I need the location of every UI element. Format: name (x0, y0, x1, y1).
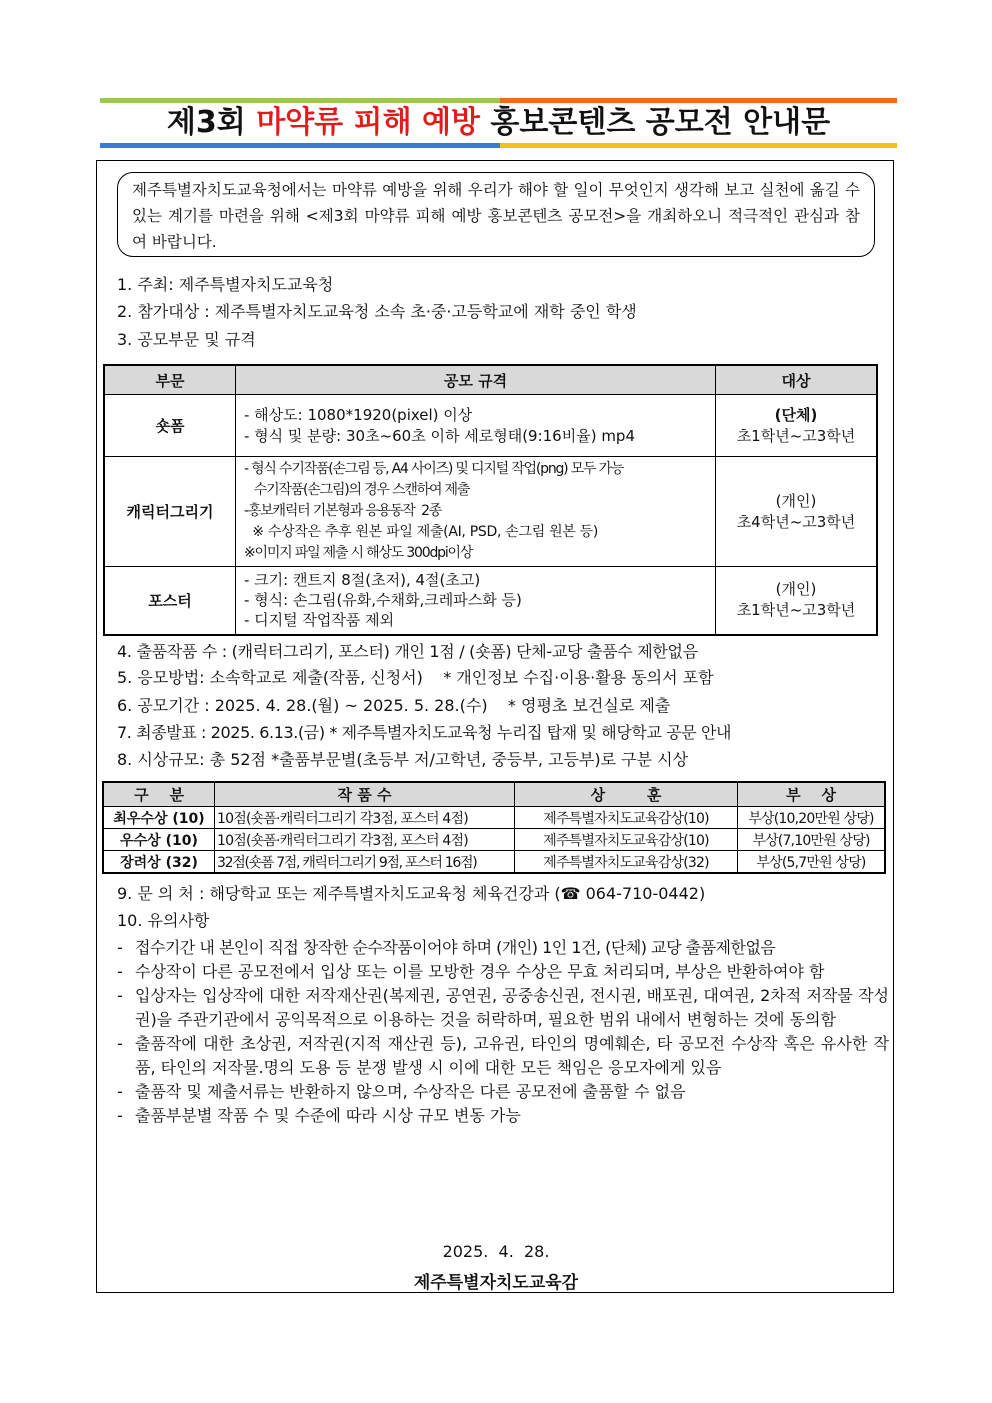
item-host: 1. 주최: 제주특별자치도교육청 (117, 275, 334, 294)
title-suffix: 홍보콘텐츠 공모전 안내문 (479, 105, 831, 140)
notes-list (117, 936, 889, 1128)
table-row (104, 567, 877, 635)
header-spec: 공모 규격 (236, 365, 716, 395)
cell-award: 최우수상 (10) (103, 807, 215, 829)
document-signer: 제주특별자치도교육감 (413, 1273, 579, 1293)
cell-cat: 캐릭터그리기 (104, 457, 236, 567)
note-item: - 입상자는 입상작에 대한 저작재산권(복제권, 공연권, 공중송신권, 전시권, 배포권, 대여권, 2차적 저작물 작성권)을 주관기관에서 공익목적으로 이용하는 것을 허락하며, 필요한 범위 내에서 변형하는 것에 동의함 (117, 986, 889, 1029)
cell-works: 10점(숏폼·캐릭터그리기 각3점, 포스터 4점) (215, 829, 515, 851)
spec-line: ※ 수상작은 추후 원본 파일 제출(AI, PSD, 손그림 원본 등) (244, 524, 599, 540)
title-bar-blue (100, 143, 500, 148)
target-group: (개인) (775, 580, 817, 599)
note-item: - 출품작에 대한 초상권, 저작권(지적 재산권 등), 고유권, 타인의 명예훼손, 타 공모전 수상작 혹은 유사한 작품, 타인의 저작물.명의 도용 등 분쟁 발생 시 이에 대한 모든 책임은 응모자에게 있음 (117, 1034, 889, 1077)
cell-target (716, 457, 878, 567)
spec-line: - 디지털 작업작품 제외 (244, 611, 395, 630)
spec-line: - 형식: 손그림(유화,수채화,크레파스화 등) (244, 591, 522, 610)
header-works: 작 품 수 (215, 782, 515, 807)
title-prefix: 제3회 (166, 105, 257, 140)
cell-spec (236, 395, 716, 457)
spec-line: - 해상도: 1080*1920(pixel) 이상 (244, 405, 473, 424)
page-title (100, 103, 897, 143)
table-row (103, 829, 885, 851)
cell-award: 우수상 (10) (103, 829, 215, 851)
table-row (103, 851, 885, 874)
document-date: 2025. 4. 28. (442, 1242, 550, 1261)
cell-gift: 부상(5,7만원 상당) (738, 851, 886, 874)
note-item: - 접수기간 내 본인이 직접 창작한 순수작품이어야 하며 (개인) 1인 1건, (단체) 교당 출품제한없음 (117, 938, 776, 957)
cell-prize: 제주특별자치도교육감상(10) (515, 807, 738, 829)
cell-cat: 숏폼 (104, 395, 236, 457)
spec-line: ※이미지 파일 제출 시 해상도 300dpi이상 (244, 545, 473, 561)
header-prize: 상 훈 (515, 782, 738, 807)
spec-line: - 형식 및 분량: 30초~60초 이하 세로형태(9:16비율) mp4 (244, 426, 636, 445)
cell-target (716, 395, 878, 457)
target-grade: 초1학년~고3학년 (736, 426, 856, 445)
item-contact: 9. 문 의 처 : 해당학교 또는 제주특별자치도교육청 체육건강과 (☎ 064-710-0442) (117, 884, 706, 903)
item-categories: 3. 공모부문 및 규격 (117, 330, 256, 349)
item-period: 6. 공모기간 : 2025. 4. 28.(월) ~ 2025. 5. 28.(수) * 영평초 보건실로 제출 (117, 696, 671, 715)
cell-gift: 부상(10,20만원 상당) (738, 807, 886, 829)
categories-table (103, 364, 878, 636)
spec-line: - 크기: 캔트지 8절(초저), 4절(초고) (244, 571, 481, 590)
item-method: 5. 응모방법: 소속학교로 제출(작품, 신청서) * 개인정보 수집·이용·활용 동의서 포함 (117, 668, 714, 687)
note-item: - 출품부분별 작품 수 및 수준에 따라 시상 규모 변동 가능 (117, 1106, 521, 1125)
cell-spec (236, 457, 716, 567)
cell-works: 10점(숏폼·캐릭터그리기 각3점, 포스터 4점) (215, 807, 515, 829)
intro-box: 제주특별자치도교육청에서는 마약류 예방을 위해 우리가 해야 할 일이 무엇인지 생각해 보고 실천에 옮길 수 있는 계기를 마련을 위해 <제3회 마약류 피해 예방 홍보콘텐츠 공모전>을 개최하오니 적극적인 관심과 참여 바랍니다. (117, 172, 875, 257)
item-entries: 4. 출품작품 수 : (캐릭터그리기, 포스터) 개인 1점 / (숏폼) 단체-교당 출품수 제한없음 (117, 642, 698, 661)
cell-prize: 제주특별자치도교육감상(32) (515, 851, 738, 874)
title-highlight: 마약류 피해 예방 (256, 105, 480, 140)
target-group: (개인) (775, 491, 817, 510)
awards-table (102, 781, 886, 874)
table-row (103, 807, 885, 829)
note-text: 접수기간 내 본인이 직접 창작한 순수작품이어야 하며 (개인) 1인 1건, (단체) 교당 출품제한없음 (135, 938, 776, 957)
note-item: - 수상작이 다른 공모전에서 입상 또는 이를 모방한 경우 수상은 무효 처리되며, 부상은 반환하여야 함 (117, 962, 825, 981)
note-text: 출품부분별 작품 수 및 수준에 따라 시상 규모 변동 가능 (135, 1106, 521, 1125)
cell-works: 32점(숏폼 7점, 캐릭터그리기 9점, 포스터 16점) (215, 851, 515, 874)
note-text: 입상자는 입상작에 대한 저작재산권(복제권, 공연권, 공중송신권, 전시권, 배포권, 대여권, 2차적 저작물 작성권)을 주관기관에서 공익목적으로 이용하는 것을 허락하며, 필요한 범위 내에서 변형하는 것에 동의함 (135, 986, 889, 1029)
spec-line: -홍보캐릭터 기본형과 응용동작 2종 (244, 503, 442, 519)
table-header-row (103, 782, 885, 807)
cell-prize: 제주특별자치도교육감상(10) (515, 829, 738, 851)
table-header-row (104, 365, 877, 395)
item-participants: 2. 참가대상 : 제주특별자치도교육청 소속 초·중·고등학교에 재학 중인 학생 (117, 302, 637, 321)
cell-cat: 포스터 (104, 567, 236, 635)
header-award: 구 분 (103, 782, 215, 807)
cell-award: 장려상 (32) (103, 851, 215, 874)
target-group: (단체) (774, 405, 818, 424)
item-awards: 8. 시상규모: 총 52점 *출품부문별(초등부 저/고학년, 중등부, 고등부)로 구분 시상 (117, 750, 689, 769)
title-banner (100, 98, 897, 148)
item-announcement: 7. 최종발표 : 2025. 6.13.(금) * 제주특별자치도교육청 누리집 탑재 및 해당학교 공문 안내 (117, 723, 732, 742)
cell-gift: 부상(7,10만원 상당) (738, 829, 886, 851)
title-bar-yellow (500, 143, 897, 148)
header-gift: 부 상 (738, 782, 886, 807)
cell-target (716, 567, 878, 635)
target-grade: 초4학년~고3학년 (736, 512, 856, 531)
item-notes-heading: 10. 유의사항 (117, 911, 210, 930)
cell-spec (236, 567, 716, 635)
header-cat: 부문 (104, 365, 236, 395)
note-item: - 출품작 및 제출서류는 반환하지 않으며, 수상작은 다른 공모전에 출품할 수 없음 (117, 1082, 686, 1101)
note-text: 출품작 및 제출서류는 반환하지 않으며, 수상작은 다른 공모전에 출품할 수 없음 (135, 1082, 686, 1101)
header-target: 대상 (716, 365, 878, 395)
note-text: 수상작이 다른 공모전에서 입상 또는 이를 모방한 경우 수상은 무효 처리되며, 부상은 반환하여야 함 (135, 962, 825, 981)
note-text: 출품작에 대한 초상권, 저작권(지적 재산권 등), 고유권, 타인의 명예훼손, 타 공모전 수상작 혹은 유사한 작품, 타인의 저작물.명의 도용 등 분쟁 발생 시 이에 대한 모든 책임은 응모자에게 있음 (135, 1034, 889, 1077)
table-row (104, 457, 877, 567)
spec-line: 수기작품(손그림)의 경우 스캔하여 제출 (244, 482, 470, 498)
table-row (104, 395, 877, 457)
target-grade: 초1학년~고3학년 (736, 601, 856, 620)
spec-line: - 형식 수기작품(손그림 등, A4 사이즈) 및 디지털 작업(png) 모두 가능 (244, 461, 624, 477)
